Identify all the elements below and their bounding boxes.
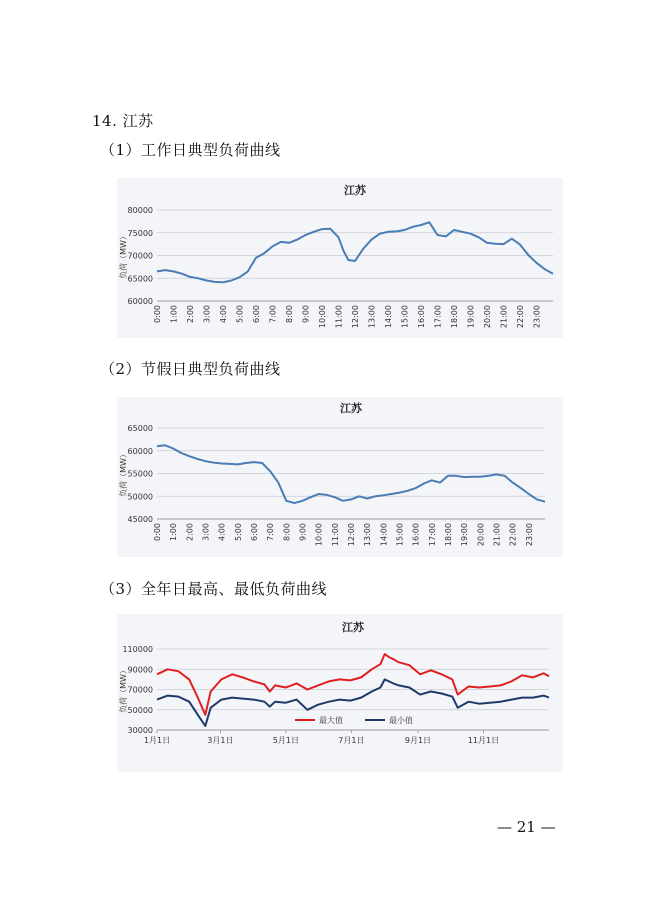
x-tick-label: 4:00	[219, 305, 228, 323]
x-tick-label: 11月1日	[467, 736, 500, 745]
x-tick-label: 11:00	[334, 305, 344, 329]
y-tick-label: 90000	[127, 665, 153, 675]
legend-label: 最大值	[319, 716, 343, 725]
legend-label: 最小值	[389, 716, 413, 725]
y-tick-label: 110000	[122, 645, 153, 654]
x-tick-label: 2:00	[186, 305, 195, 323]
x-tick-label: 21:00	[492, 523, 502, 547]
chart-holiday	[117, 397, 563, 557]
x-tick-label: 5:00	[235, 305, 245, 323]
x-tick-label: 4:00	[217, 523, 227, 541]
y-tick-label: 55000	[127, 469, 153, 479]
x-tick-label: 3月1日	[207, 736, 234, 745]
x-tick-label: 12:00	[351, 305, 360, 329]
x-tick-label: 16:00	[417, 305, 426, 329]
y-tick-label: 75000	[127, 228, 153, 238]
x-tick-label: 13:00	[367, 305, 377, 329]
y-axis-label: 负荷（MW）	[119, 450, 128, 497]
x-tick-label: 9:00	[301, 305, 311, 323]
subsection-title-annual: （3）全年日最高、最低负荷曲线	[100, 580, 328, 598]
x-tick-label: 3:00	[201, 523, 211, 541]
x-tick-label: 15:00	[400, 305, 410, 329]
chart-title: 江苏	[340, 402, 362, 415]
y-tick-label: 45000	[127, 515, 153, 524]
y-tick-label: 60000	[127, 446, 153, 456]
x-tick-label: 7月1日	[338, 736, 365, 745]
y-axis-label: 负荷（MW）	[119, 232, 128, 279]
x-tick-label: 19:00	[466, 305, 476, 329]
chart-annual	[117, 614, 563, 772]
x-tick-label: 8:00	[285, 305, 294, 323]
page-number: — 21 —	[497, 818, 556, 836]
x-tick-label: 9月1日	[404, 736, 432, 745]
y-tick-label: 50000	[127, 492, 153, 502]
x-tick-label: 15:00	[395, 523, 405, 547]
x-tick-label: 21:00	[499, 305, 509, 329]
x-tick-label: 7:00	[268, 305, 278, 323]
x-tick-label: 18:00	[444, 523, 453, 547]
x-tick-label: 3:00	[202, 305, 212, 323]
x-tick-label: 5月1日	[272, 736, 299, 745]
x-tick-label: 20:00	[483, 305, 492, 329]
chart-title: 江苏	[344, 184, 366, 197]
x-tick-label: 7:00	[266, 523, 276, 541]
subsection-title-holiday: （2）节假日典型负荷曲线	[100, 360, 281, 378]
y-tick-label: 70000	[127, 251, 153, 261]
section-title: 14. 江苏	[92, 112, 154, 130]
chart-holiday-panel	[117, 397, 563, 557]
series-line-primary	[157, 654, 549, 715]
y-tick-label: 60000	[127, 297, 153, 306]
x-tick-label: 17:00	[427, 523, 437, 547]
series-line-primary	[157, 222, 553, 282]
x-tick-label: 5:00	[233, 523, 243, 541]
x-tick-label: 6:00	[250, 523, 259, 541]
x-tick-label: 20:00	[476, 523, 486, 547]
x-tick-label: 1:00	[169, 305, 179, 323]
x-tick-label: 17:00	[433, 305, 443, 329]
x-tick-label: 19:00	[460, 523, 470, 547]
x-tick-label: 13:00	[363, 523, 373, 547]
subsection-title-workday: （1）工作日典型负荷曲线	[100, 141, 281, 159]
chart-workday	[117, 178, 563, 338]
y-tick-label: 65000	[127, 424, 153, 433]
x-tick-label: 1:00	[169, 523, 179, 541]
x-tick-label: 2:00	[185, 523, 195, 541]
x-tick-label: 1月1日	[143, 736, 171, 745]
y-tick-label: 65000	[127, 274, 153, 284]
y-axis-label: 负荷（MW）	[119, 666, 128, 713]
x-tick-label: 23:00	[524, 523, 534, 547]
y-tick-label: 80000	[127, 206, 153, 215]
x-tick-label: 0:00	[153, 523, 162, 541]
x-tick-label: 10:00	[318, 305, 327, 329]
x-tick-label: 16:00	[411, 523, 421, 547]
x-tick-label: 8:00	[282, 523, 292, 541]
x-tick-label: 12:00	[347, 523, 356, 547]
chart-workday-panel	[117, 178, 563, 338]
series-line-primary	[157, 445, 545, 503]
x-tick-label: 23:00	[532, 305, 542, 329]
x-tick-label: 9:00	[298, 523, 308, 541]
x-tick-label: 14:00	[384, 305, 393, 329]
x-tick-label: 0:00	[153, 305, 162, 323]
y-tick-label: 30000	[127, 726, 153, 735]
x-tick-label: 6:00	[252, 305, 261, 323]
x-tick-label: 11:00	[330, 523, 340, 547]
x-tick-label: 18:00	[450, 305, 459, 329]
x-tick-label: 22:00	[508, 523, 518, 547]
chart-annual-panel	[117, 614, 563, 772]
x-tick-label: 14:00	[379, 523, 389, 547]
y-tick-label: 70000	[127, 685, 153, 695]
y-tick-label: 50000	[127, 705, 153, 715]
chart-title: 江苏	[342, 621, 364, 634]
x-tick-label: 22:00	[516, 305, 525, 329]
x-tick-label: 10:00	[314, 523, 324, 547]
